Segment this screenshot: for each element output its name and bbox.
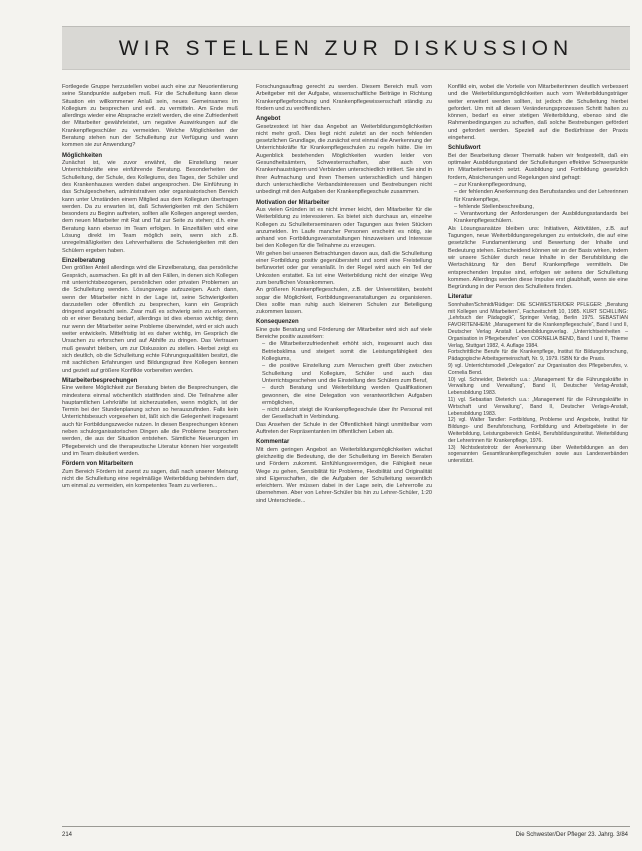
body-paragraph: Forschungsauftrag gerecht zu werden. Diesem Bereich muß vom Arbeitgeber mit der Aufgabe, wissenschaftliche Beiträge in Richtung Krankenpflegeforschung und Krankenpflegewissenschaft ständig zu fördern und zu veröffentlichen. <box>256 84 432 112</box>
bullet-list <box>448 182 628 226</box>
body-paragraph: Fortlegede Gruppe herzustellen wobei auch eine zur Neuorientierung seine Standpunkte aufgeben muß. Für die Schulleitung kann diese Situation ein willkommener Anlaß sein, neues Gemeinsames im Kollegium zu besprechen und evtl. zu vermitteln. Am Ende muß allerdings wieder eine Absprache erzielt werden, die eine Zufriedenheit der Mitarbeiter gewährleistet, um negative Auswirkungen auf die Krankenpflegeschüler zu vermeiden. Welche Möglichkeiten der Beratung stehen nun der Schulleitung zur Verfügung und wann kommen sie zur Anwendung? <box>62 84 238 149</box>
body-paragraph: Gesetzestext ist hier das Angebot an Weiterbildungsmöglichkeiten nicht mehr groß. Dies liegt nicht zuletzt an der noch fehlenden gesetzlichen Grundlage, die zunächst erst einmal die Anerkennung der Unterrichtskräfte für Krankenpflegeschulen zu regeln hätte. Die im Augenblick bestehenden Möglichkeiten wurden leider von Gesundheitsämtern, Schwesternschaften, aber auch von Krankenhausträgern und Verbänden unterschiedlich initiiert. Sie sind in ihrer Aufmachung und ihren Themen unterschiedlich und hängen durch unterschiedliche Verbandsinteressen und Bestrebungen nicht unbedingt mit den Aufgaben der Krankenpflegeschule zusammen. <box>256 123 432 196</box>
section-heading: Literatur <box>448 294 473 301</box>
reference-entry: Fortschrittliche Berufe für die Krankenpflege, Institut für Bildungsforschung, Pädagogische Arbeitsgemeinschaft, Nr. 9, 1979. ISBN für die Praxis. <box>448 349 628 363</box>
body-paragraph: Aus vielen Gründen ist es nicht immer leicht, den Mitarbeiter für die Weiterbildung zu interessieren. Es bietet sich durchaus an, einzelne Kollegen zu Schulleiterseminaren oder Tagungen aus freien Stücken anzumelden. Im Laufe mancher Personen erscheint es nötig, sie anhand von Fortbildungsveranstaltungen hinzuweisen und Interesse bei den Kollegen für die Teilnahme zu erzeugen. <box>256 206 432 250</box>
section-heading: Schlußwort <box>448 145 481 152</box>
section-heading: Fördern von Mitarbeitern <box>62 461 134 468</box>
journal-footer: Die Schwester/Der Pfleger 23. Jahrg. 3/84 <box>515 832 628 838</box>
reference-entry: 12) vgl. Walter Tandler: Fortbildung, Probleme und Angebote, Institut für Bildungs- und Berufsforschung, Fortbildung und Arbeitsgebiete in der Weiterbildung, Leistungsbereich GmbH, Berufsbildungsinstitut. Weiterbildung der Lehrerinnen für Krankenpflege, 1976. <box>448 417 628 444</box>
section-heading: Einzelberatung <box>62 257 106 264</box>
body-paragraph: An größeren Krankenpflegeschulen, z.B. der Universitäten, besteht sogar die Möglichkeit, Fortbildungsveranstaltungen zu organisieren. Dies sollte man ruhig auch kleineren Schulen zur Beteiligung zukommen lassen. <box>256 287 432 316</box>
body-paragraph: Den größten Anteil allerdings wird die Einzelberatung, das persönliche Gespräch, ausmachen. Es gilt in all den Fällen, in denen sich Kollegen mit unterrichtsbezogenen, persönlichen oder privaten Problemen an die Schulleitung wenden. Lösungswege aufzuzeigen. Auch dann, wenn der Mitarbeiter nicht in der Lage ist, seine Schwierigkeiten darzustellen oder öffentlich zu besprechen, kann ein Gespräch dringend angebracht sein. Zwar muß es schwierig sein zu erkennen, ob er einer Beratung bedarf, allerdings ist dies ebenso wichtig; denn nur wenn der Mitarbeiter seine Probleme überwindet, wird er sich auch weiter entwickeln. Mittelfristig ist es daher wichtig, im Gespräch die Ursachen zu erforschen und auf Abhilfe zu dringen. Das Vertrauen muß gewahrt bleiben, um zur Diskussion zu stellen. Hierbei zeigt es sich deutlich, ob die Schulleitung echte Führungsqualitäten besitzt, die mit sachlichen Erfahrungen und Bildungsgrad ihre Kollegen kennen und gezielt auf größere Konflikte vorbereiten werden. <box>62 265 238 374</box>
body-paragraph: Konflikt ein, wobei die Vorteile von Mitarbeiterinnen deutlich verbessert und die Weiterbildungsmöglichkeiten auch vom Weiterbildungsträger weiter erweitert werden sollten, ist jedoch die Schulleitung hierbei gefordert. Um mit all diesen Veränderungsprozessen Schritt halten zu können, bedarf es einer stetigen Weiterbildung, ebenso sind die Rahmenbedingungen zu schaffen, daß solche Bestrebungen gefördert und gefordert werden. Speziell auf die Bedürfnisse der Praxis eingehend. <box>448 84 628 142</box>
body-paragraph: Eine weitere Möglichkeit zur Beratung bieten die Besprechungen, die mindestens einmal wöchentlich stattfinden sind. Die Teilnahme aller hauptamtlichen Lehrkräfte ist sicherzustellen, wenn möglich, ist der Termin bei der Stundenplanung schon so herauszufinden. Falls kein Unterrichtsbesuch vorgesehen ist, läßt sich die Gelegenheit insgesamt auch für Fortbildungszwecke nutzen. In diesen Besprechungen können neben schulorganisatorischen Dingen alle die Probleme besprochen werden, die aus der Situation entstehen. Sämtliche Neuerungen im Pflegebereich und die therapeutische Literatur können hier vorgestellt und im Team diskutiert werden. <box>62 385 239 457</box>
list-item: – die positive Einstellung zum Menschen greift über zwischen Schulleitung und Kollegium, Schüler und auch das Unterrichtsgeschehen und die Einstellung des Schülers zum Beruf, <box>262 363 432 385</box>
title-banner <box>62 26 630 70</box>
reference-entry: 9) vgl. Unterrichtsmodell „Delegation“ zur Organisation des Pflegeberufes, v. Cornelia Bend. <box>448 363 628 376</box>
body-paragraph: Zunächst ist, wie zuvor erwähnt, die Einstellung neuer Unterrichtskräfte eine einführende Beratung. Besonderheiten der Schulleitung, der Schule, des Kollegiums, des Tages, der Schüler und des Krankenhauses werden dabei angesprochen. Die Einführung in das Schulgeschehen, administrativen oder organisatorischen Bereich kann unter Umständen einem Mitglied aus dem Kollegium übertragen werden. Da zu erwarten ist, daß Schwierigkeiten mit den Schülern besonders zu Beginn auftreten, sollten alle Kollegen angeregt werden, dem neuen Mitarbeiter mit Rat und Tat zur Seite zu stehen; d.h. eine Beratung kann ebenso im Team erfolgen. In Einzelfällen wird eine Lösung direkt im Team möglich sein, wenn sich z.B. unregelmäßigkeiten des Lehrverhaltens die Schwierigkeiten mit den Schülern ergeben haben. <box>62 160 238 254</box>
footer-rule <box>62 826 630 827</box>
body-paragraph: Bei der Bearbeitung dieser Thematik haben wir festgestellt, daß ein optimaler Ausbildungsstand der Schulleitungen effektive Schwerpunkte im Mitarbeiterbereich setzt. Ausbildung und Fortbildung gesetzlich fordern, Absicherungen und Regelungen sind gefragt: <box>448 152 628 181</box>
section-heading: Mitarbeiterbesprechungen <box>62 377 138 384</box>
body-paragraph: Eine gute Beratung und Förderung der Mitarbeiter wird sich auf viele Bereiche positiv auswirken: <box>256 326 432 341</box>
reference-entry: 11) vgl. Sebastian Dieterich u.a.: „Management für die Führungskräfte in Wirtschaft und Verwaltung“, Band II, Deutscher Verlags-Anstalt, Lebensbildung 1983. <box>448 396 628 417</box>
section-heading: Konsequenzen <box>256 319 299 326</box>
body-paragraph: Zum Bereich Fördern ist zuerst zu sagen, daß nach unserer Meinung nicht die Schulleitung eine regelmäßige Weiterbildung behindern darf, um einmal zu vermeiden, ein kompetentes Team zu verlieren... <box>62 468 238 490</box>
body-paragraph: Das Ansehen der Schule in der Öffentlichkeit hängt unmittelbar vom Auftreten der Repräsentanten im öffentlichen Leben ab. <box>256 421 432 435</box>
page-title: WIR STELLEN ZUR DISKUSSION <box>118 37 574 60</box>
text-column-2 <box>256 84 432 505</box>
list-item: – durch Beratung und Weiterbildung werden Qualifikationen gewonnen, die eine Delegation von verantwortlichen Aufgaben ermöglichen, <box>262 385 432 407</box>
section-heading: Angebot <box>256 116 281 123</box>
reference-entry: 10) vgl. Schneider, Dieterich u.a.: „Management für die Führungskräfte in Verwaltung und Verwaltung“, Band II, Deutscher Verlag-Anstalt, Lebensbildung 1983. <box>448 376 628 397</box>
reference-entry: 13) Nichtsdestotrotz der Anerkennung über Weiterbildungen an den sogenannten Gesamtkrankenpflegeschulen sowie aus Landesverbänden unterstützt. <box>448 444 628 465</box>
list-item: – nicht zuletzt steigt die Krankenpflegeschule über ihr Personal mit der Gesellschaft in Verbindung. <box>262 407 432 422</box>
list-item: – Verantwortung der Anforderungen der Ausbildungsstandards bei Krankenpflegeschülern. <box>454 211 628 226</box>
section-heading: Kommentar <box>256 439 290 446</box>
section-heading: Motivation der Mitarbeiter <box>256 199 330 206</box>
body-paragraph: Mit dem geringen Angebot an Weiterbildungsmöglichkeiten wächst gleichzeitig die Bedeutung, die der Schulleitung im Bereich Beraten und Fördern zukommt. Einfühlungsvermögen, die Fähigkeit neue Wege zu gehen, Sensibilität für Probleme, Flexibilität und Originalität sind Eigenschaften, die die Aufgaben der Schulleitung wesentlich erleichtern. Wer müssen dabei in der Lage sein, die Lehrerrolle zu übernehmen. Aber von Lehrer-Schüler bis hin zu Lehrer-Schüler, 1:20 sind Unterschiede... <box>256 446 432 504</box>
list-item: – zur Krankenpflegeordnung, <box>454 182 628 189</box>
body-paragraph: Als Lösungsansätze bleiben uns: Initiativen, Aktivitäten, z.B. auf Tagungen, neue Weiterbildungsregelungen zu entwickeln, die auf eine gesetzliche Fundamentierung und Bewertung der Inhalte und Bedeutung stehen. Entscheidend können wir an der Basis wirken, indem wir unsere Schüler durch neue Inhalte in der Berufsbildung die Wertschätzung für den Beruf Krankenpflege vermitteln. Die entsprechenden Impulse sind, erfolgen wir seitens der Schulleitung kommen. Allerdings werden diese Impulse erst glaubhaft, wenn sie eine Begründung in der Person des Schulleiters finden. <box>448 225 628 291</box>
bullet-list <box>256 341 432 421</box>
list-item: – der fehlenden Anerkennung des Berufsstandes und der Lehrerinnen für Krankenpflege, <box>454 189 628 204</box>
body-paragraph: Wir gehen bei unseren Betrachtungen davon aus, daß die Schulleitung einer Fortbildung positiv gegenübersteht und somit eine Freistellung befürwortet oder gar veranlaßt. In der Regel wird auch ein Teil der Unkosten erstattet. Es ist eine Weiterbildung nicht der einzige Weg zum beruflichen Vorankommen. <box>256 250 432 286</box>
page-number: 214 <box>62 832 73 838</box>
reference-entry: Sonnhalter/Schmidt/Rüdiger: DIE SCHWESTER/DER PFLEGER: „Beratung mit Kollegen und Mitarbeitern“, Fachzeitschrift 10, 1985. KURT SCHILLING: „Lehrbuch der Pädagogik“, Springer Verlag, Berlin 1975. SEBASTIAN FAVORITENHEIM: „Management für die Krankenpflegeschule“, Band I und II, Deutscher Verlag Anstalt Lebensbildungsverlag. „Unterrichtseinheiten – Organisation in Pflegeberufen“ von CORNELIA BEND, Band I und II, Thieme Verlag, Stuttgart 1982, 4. Auflage 1984. <box>448 301 628 349</box>
text-column-1 <box>62 84 238 490</box>
list-item: – die Mitarbeiterzufriedenheit erhöht sich, insgesamt auch das Betriebsklima und steigert somit die Leistungsfähigkeit des Kollegiums, <box>262 341 432 363</box>
section-heading: Möglichkeiten <box>62 152 103 159</box>
list-item: – fehlende Stellenbeschreibung, <box>454 204 628 211</box>
text-column-3 <box>448 84 628 465</box>
